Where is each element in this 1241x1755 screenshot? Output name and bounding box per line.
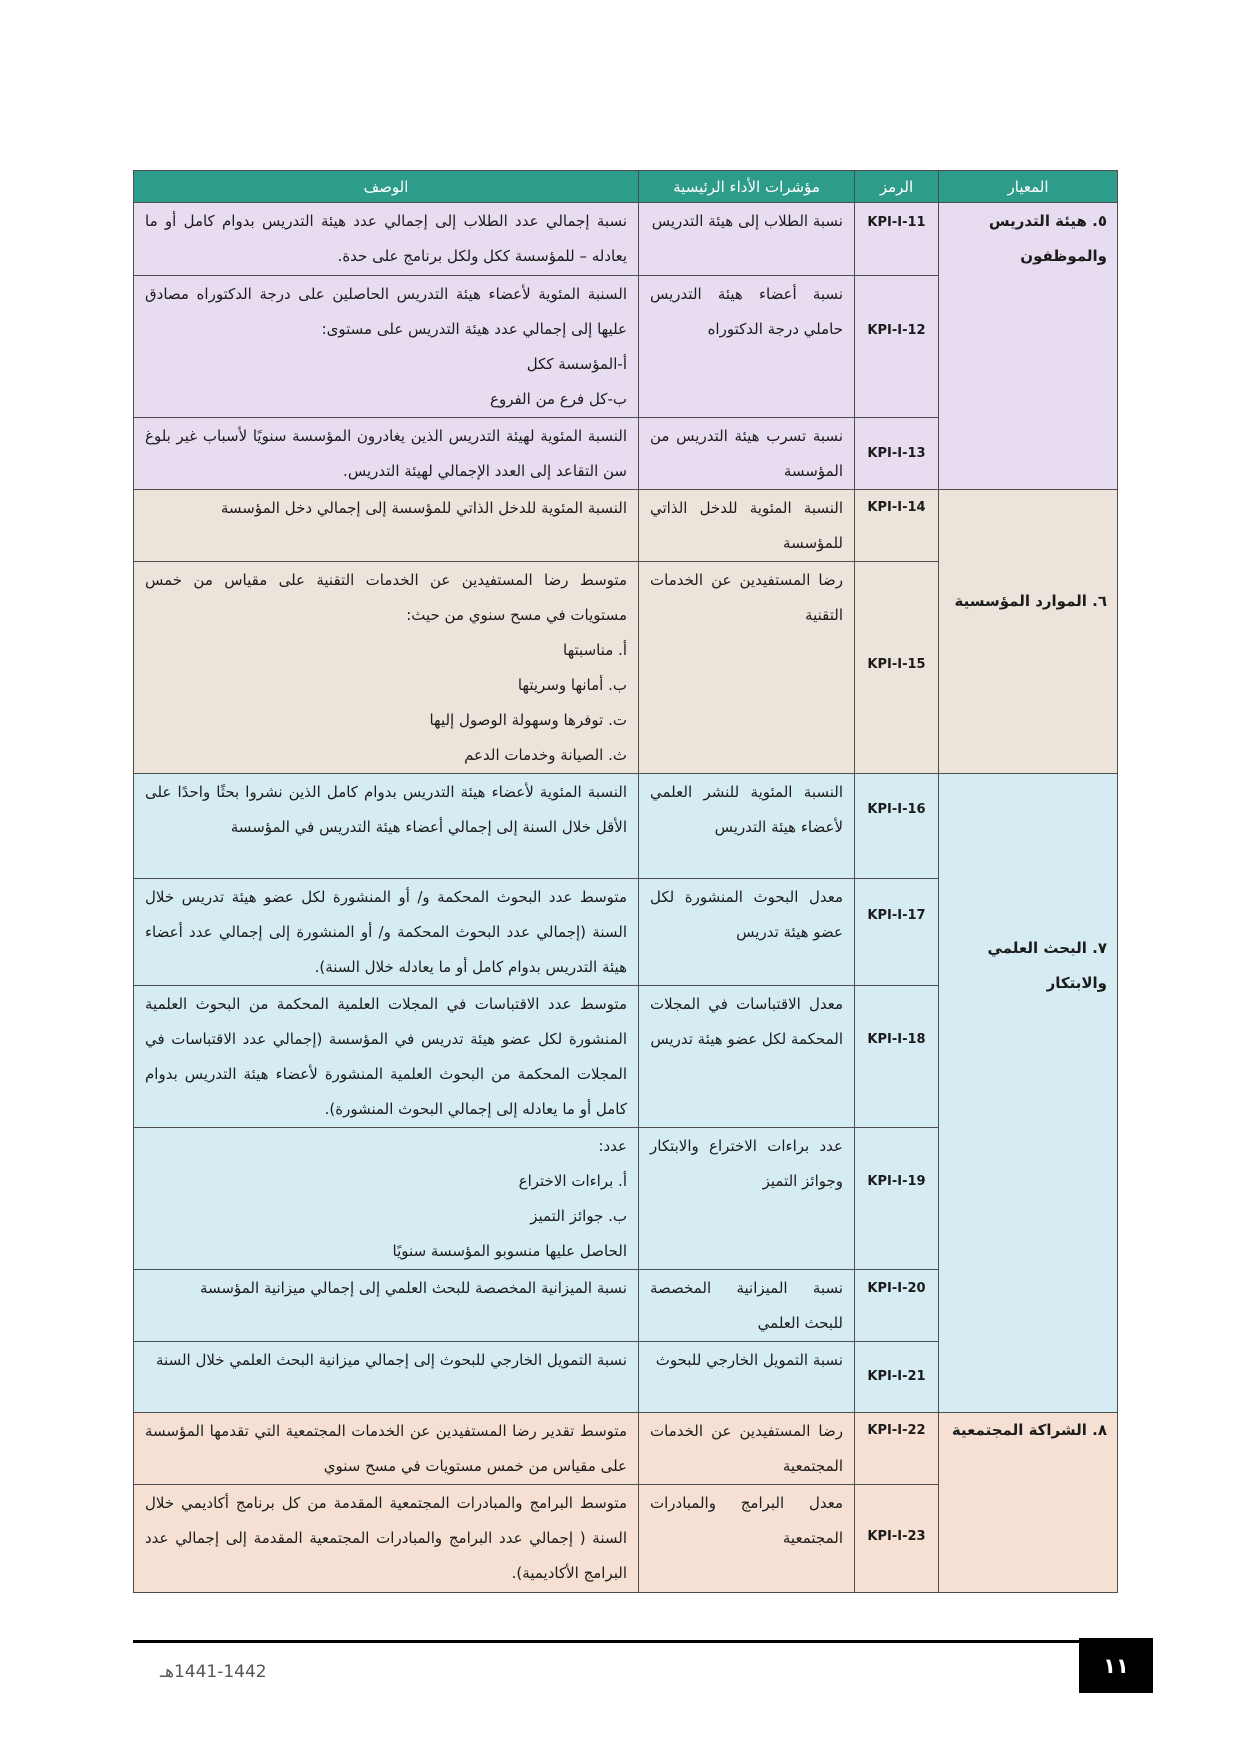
description-line: النسبة المئوية للدخل الذاتي للمؤسسة إلى إجمالي دخل المؤسسة [220,499,627,517]
indicator-cell: نسبة أعضاء هيئة التدريس حاملي درجة الدكتوراه [639,276,855,418]
description-line: ت. توفرها وسهولة الوصول إليها [429,711,627,729]
kpi-code: KPI-I-16 [867,802,926,817]
description-cell [134,1413,639,1485]
kpi-code-cell [855,1485,939,1593]
description-cell [134,1128,639,1270]
kpi-code-cell [855,1342,939,1413]
kpi-code-cell [855,276,939,418]
criterion-cell: ٨. الشراكة المجتمعية [939,1413,1118,1593]
kpi-code: KPI-I-21 [867,1369,926,1384]
kpi-row [134,203,1118,276]
description-line: متوسط عدد البحوث المحكمة و/ أو المنشورة لكل عضو هيئة تدريس خلال السنة (إجمالي عدد البحوث المحكمة و/ أو المنشورة إلى إجمالي عدد أعضاء هيئة التدريس بدوام كامل أو ما يعادله خلال السنة). [145,888,627,976]
criterion-cell: ٧. البحث العلمي والابتكار [939,774,1118,1413]
kpi-code-cell [855,1270,939,1342]
description-line: متوسط البرامج والمبادرات المجتمعية المقدمة من كل برنامج أكاديمي خلال السنة ( إجمالي عدد البرامج والمبادرات المجتمعية المقدمة إلى إجمالي عدد البرامج الأكاديمية). [145,1494,627,1582]
description-cell [134,562,639,774]
kpi-code-cell [855,986,939,1128]
description-line: نسبة إجمالي عدد الطلاب إلى إجمالي عدد هيئة التدريس بدوام كامل أو ما يعادله – للمؤسسة ككل ولكل برنامج على حدة. [145,212,627,265]
kpi-row [134,490,1118,562]
kpi-code: KPI-I-14 [867,500,926,515]
description-line: متوسط عدد الاقتباسات في المجلات العلمية المحكمة من البحوث العلمية المنشورة لكل عضو هيئة تدريس في المؤسسة (إجمالي عدد الاقتباسات في المجلات المحكمة من البحوث العلمية المنشورة لأعضاء هيئة التدريس بدوام كامل أو ما يعادله إلى إجمالي البحوث المنشورة). [145,995,627,1118]
criterion-cell: ٦. الموارد المؤسسية [939,490,1118,774]
kpi-code-cell [855,1128,939,1270]
page-number-box [1079,1638,1153,1693]
description-cell [134,1485,639,1593]
kpi-code-cell [855,879,939,986]
indicator-cell: النسبة المئوية للدخل الذاتي للمؤسسة [639,490,855,562]
indicator-cell: معدل البرامج والمبادرات المجتمعية [639,1485,855,1593]
description-line: متوسط رضا المستفيدين عن الخدمات التقنية على مقياس من خمس مستويات في مسح سنوي من حيث: [145,571,627,624]
description-line: الحاصل عليها منسوبو المؤسسة سنويًا [392,1242,627,1260]
description-cell [134,986,639,1128]
description-line: أ. مناسبتها [563,641,627,659]
indicator-cell: النسبة المئوية للنشر العلمي لأعضاء هيئة التدريس [639,774,855,879]
indicator-cell: نسبة الطلاب إلى هيئة التدريس [639,203,855,276]
kpi-code: KPI-I-19 [867,1174,926,1189]
description-line: متوسط تقدير رضا المستفيدين عن الخدمات المجتمعية التي تقدمها المؤسسة على مقياس من خمس مستويات في مسح سنوي [145,1422,627,1475]
description-cell [134,490,639,562]
description-cell [134,1270,639,1342]
description-cell [134,418,639,490]
indicator-cell: نسبة تسرب هيئة التدريس من المؤسسة [639,418,855,490]
header-description: الوصف [134,171,639,203]
description-line: ب. أمانها وسريتها [517,676,627,694]
kpi-code: KPI-I-15 [867,657,926,672]
kpi-row [134,774,1118,879]
description-line: عدد: [598,1137,627,1155]
hijri-year: 1441-1442هـ [160,1662,267,1682]
kpi-code-cell [855,1413,939,1485]
kpi-table [133,170,1118,1593]
indicator-cell: معدل الاقتباسات في المجلات المحكمة لكل عضو هيئة تدريس [639,986,855,1128]
description-cell [134,203,639,276]
kpi-code-cell [855,562,939,774]
kpi-row [134,1413,1118,1485]
kpi-code: KPI-I-18 [867,1032,926,1047]
kpi-code: KPI-I-23 [867,1529,926,1544]
indicator-cell: معدل البحوث المنشورة لكل عضو هيئة تدريس [639,879,855,986]
description-line: ب. جوائز التميز [530,1207,627,1225]
table-header-row [134,171,1118,203]
description-cell [134,276,639,418]
kpi-code-cell [855,418,939,490]
description-line: السنبة المئوية لأعضاء هيئة التدريس الحاصلين على درجة الدكتوراه مصادق عليها إلى إجمالي عدد هيئة التدريس على مستوى: [145,285,627,338]
description-line: أ. براءات الاختراع [518,1172,627,1190]
kpi-code: KPI-I-17 [867,908,926,923]
header-indicator: مؤشرات الأداء الرئيسية [639,171,855,203]
criterion-cell: ٥. هيئة التدريس والموظفون [939,203,1118,490]
kpi-code-cell [855,774,939,879]
indicator-cell: عدد براءات الاختراع والابتكار وجوائز التميز [639,1128,855,1270]
description-cell [134,879,639,986]
description-line: أ-المؤسسة ككل [526,355,627,373]
description-line: نسبة الميزانية المخصصة للبحث العلمي إلى إجمالي ميزانية المؤسسة [199,1279,627,1297]
kpi-code-cell [855,203,939,276]
kpi-code: KPI-I-20 [867,1281,926,1296]
indicator-cell: رضا المستفيدين عن الخدمات التقنية [639,562,855,774]
kpi-code: KPI-I-11 [867,215,926,230]
description-line: نسبة التمويل الخارجي للبحوث إلى إجمالي ميزانية البحث العلمي خلال السنة [156,1351,627,1369]
description-line: النسبة المئوية لهيئة التدريس الذين يغادرون المؤسسة سنويًا لأسباب غير بلوغ سن التقاعد إلى العدد الإجمالي لهيئة التدريس. [145,427,627,480]
kpi-code: KPI-I-22 [867,1423,926,1438]
header-code: الرمز [855,171,939,203]
description-cell [134,774,639,879]
indicator-cell: رضا المستفيدين عن الخدمات المجتمعية [639,1413,855,1485]
footer-rule [133,1640,1153,1643]
page-number: ١١ [1103,1653,1129,1678]
description-line: ب-كل فرع من الفروع [490,390,627,408]
header-criterion: المعيار [939,171,1118,203]
kpi-code: KPI-I-12 [867,323,926,338]
indicator-cell: نسبة التمويل الخارجي للبحوث [639,1342,855,1413]
description-line: ث. الصيانة وخدمات الدعم [464,746,627,764]
kpi-code-cell [855,490,939,562]
kpi-code: KPI-I-13 [867,446,926,461]
table-body [134,203,1118,1593]
description-line: النسبة المئوية لأعضاء هيئة التدريس بدوام كامل الذين نشروا بحثًا واحدًا على الأقل خلال السنة إلى إجمالي أعضاء هيئة التدريس في المؤسسة [145,783,627,836]
indicator-cell: نسبة الميزانية المخصصة للبحث العلمي [639,1270,855,1342]
description-cell [134,1342,639,1413]
